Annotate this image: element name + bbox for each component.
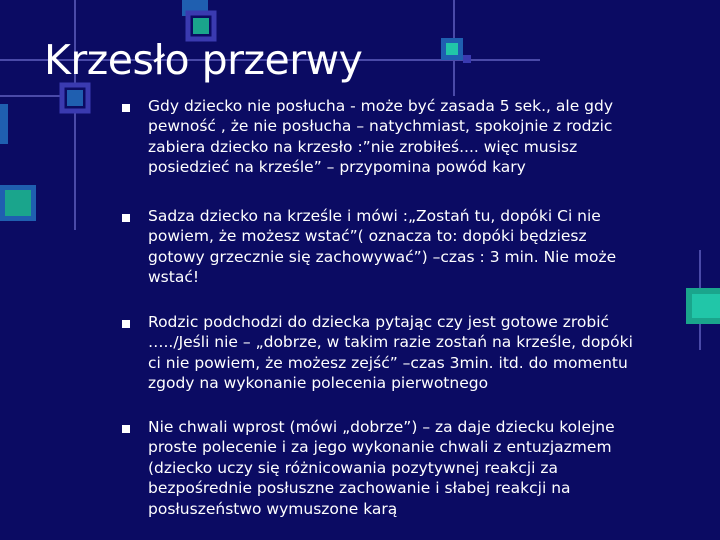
bullet-text: Nie chwali wprost (mówi „dobrze”) – za daje dziecku kolejne proste polecenie i za jego wykonanie chwali z entuzjazmem (dziecko uczy się różnicowania pozytywnej reakcji za bezpośrednie posłuszne zachowanie i słabej reakcji na posłuszeństwo wymuszone karą: [148, 418, 615, 518]
bullet-text: Gdy dziecko nie posłucha - może być zasada 5 sek., ale gdy pewność , że nie posłucha – natychmiast, spokojnie z rodzic zabiera dziecko na krzesło :”nie zrobiłeś.... więc musisz posiedzieć na krześle” – przypomina powód kary: [148, 97, 614, 177]
deco-square: [0, 104, 8, 144]
bullet-square-icon: [122, 104, 130, 112]
deco-square: [446, 43, 458, 55]
bullet-square-icon: [122, 425, 130, 433]
deco-square: [463, 55, 471, 63]
bullet-text: Sadza dziecko na krześle i mówi :„Zostań tu, dopóki Ci nie powiem, że możesz wstać”( oznacza to: dopóki będziesz gotowy grzecznie się zachowywać”) –czas : 3 min. Nie może wstać!: [148, 207, 617, 287]
deco-square: [193, 18, 209, 34]
bullet-square-icon: [122, 320, 130, 328]
bullet-square-icon: [122, 214, 130, 222]
slide-title: Krzesło przerwy: [44, 36, 363, 84]
bullet-text: Rodzic podchodzi do dziecka pytając czy jest gotowe zrobić …../Jeśli nie – „dobrze, w takim razie zostań na krześle, dopóki ci nie powiem, że możesz zejść” –czas 3min. itd. do momentu zgody na wykonanie polecenia pierwotnego: [148, 313, 633, 393]
deco-square: [67, 90, 83, 106]
deco-square: [692, 294, 720, 318]
deco-square: [5, 190, 31, 216]
